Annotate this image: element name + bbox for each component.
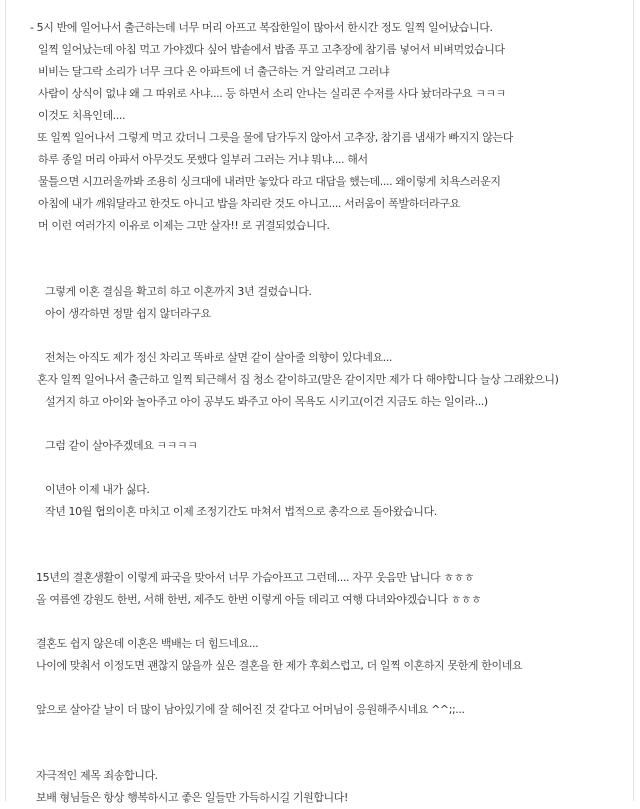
post-line: 하루 종일 머리 아파서 아무것도 못했다 일부러 그러는 거냐 뭐냐.... 해서 xyxy=(38,153,368,166)
blank-line xyxy=(38,325,623,347)
post-line: 아이 생각하면 정말 쉽지 않더라구요 xyxy=(45,307,211,320)
blank-line xyxy=(38,677,623,699)
post-line: 15년의 결혼생활이 이렇게 파국을 맞아서 너무 가슴아프고 그런데.... 자꾸 웃음만 납니다 ㅎㅎㅎ xyxy=(36,571,475,584)
post-line: 그럼 같이 살아주겠데요 ㅋㅋㅋㅋ xyxy=(45,439,198,452)
post-line: 설거지 하고 아이와 놀아주고 아이 공부도 봐주고 아이 목욕도 시키고(이건 지금도 하는 일이라...) xyxy=(45,395,488,408)
post-body xyxy=(30,17,623,809)
post-line: 결혼도 쉽지 않은데 이혼은 백배는 더 힘드네요... xyxy=(36,637,259,650)
post-line: 혼자 일찍 일어나서 출근하고 일찍 퇴근해서 집 청소 같이하고(말은 같이지만 제가 다 해야합니다 늘상 그래왔으니) xyxy=(37,373,559,386)
blank-line xyxy=(38,259,623,281)
blank-line xyxy=(38,743,623,765)
post-line: 자극적인 제목 죄송합니다. xyxy=(36,769,158,782)
post-line: 앞으로 살아갈 날이 더 많이 남아있기에 잘 헤어진 것 같다고 어머님이 응원해주시네요 ^^;;... xyxy=(36,703,465,716)
post-line: 이년아 이제 내가 싫다. xyxy=(45,483,150,496)
post-line: 물틀으면 시끄러울까봐 조용히 싱크대에 내려만 놓았다 라고 대답을 했는데.... 왜이렇게 치욕스러운지 xyxy=(38,175,501,188)
post-line: 아침에 내가 깨워달라고 한것도 아니고 밥을 차리란 것도 아니고.... 서러움이 폭발하더라구요 xyxy=(38,197,460,210)
blank-line xyxy=(38,545,623,567)
post-line: 일찍 일어났는데 아침 먹고 가야겠다 싶어 밥솥에서 밥좀 푸고 고추장에 참기름 넣어서 비벼먹었습니다 xyxy=(38,43,505,56)
blank-line xyxy=(38,413,623,435)
blank-line xyxy=(38,523,623,545)
post-line: 이것도 치욕인데.... xyxy=(38,109,126,122)
post-line: 또 일찍 일어나서 그렇게 먹고 갔더니 그릇을 물에 담가두지 않아서 고추장, 참기름 냄새가 빠지지 않는다 xyxy=(37,131,513,144)
post-line: 작년 10월 협의이혼 마치고 이제 조정기간도 마쳐서 법적으로 총각으로 돌아왔습니다. xyxy=(45,505,437,518)
post-line: 보배 형님들은 항상 행복하시고 좋은 일들만 가득하시길 기원합니다! xyxy=(36,791,349,804)
post-line: 그렇게 이혼 결심을 확고히 하고 이혼까지 3년 걸렸습니다. xyxy=(45,285,312,298)
post-line: 비비는 달그락 소리가 너무 크다 온 아파트에 너 출근하는 거 알리려고 그러냐 xyxy=(38,65,390,78)
blank-line xyxy=(38,457,623,479)
post-line: 나이에 맞춰서 이정도면 괜찮지 않을까 싶은 결혼을 한 제가 후회스럽고, 더 일찍 이혼하지 못한게 한이네요 xyxy=(36,659,523,672)
post-line: 전처는 아직도 제가 정신 차리고 똑바로 살면 같이 살아줄 의향이 있다네요... xyxy=(45,351,393,364)
blank-line xyxy=(38,237,623,259)
post-line: 사람이 상식이 없냐 왜 그 따위로 사냐.... 등 하면서 소리 안나는 실리콘 수저를 사다 놨더라구요 ㅋㅋㅋ xyxy=(38,87,506,100)
post-line: 머 이런 여러가지 이유로 이제는 그만 살자!! 로 귀결되었습니다. xyxy=(38,219,330,232)
post-line: 올 여름엔 강원도 한번, 서해 한번, 제주도 한번 이렇게 아들 데리고 여행 다녀와야겠습니다 ㅎㅎㅎ xyxy=(36,593,482,606)
blank-line xyxy=(38,721,623,743)
blank-line xyxy=(38,611,623,633)
post-line: - 5시 반에 일어나서 출근하는데 너무 머리 아프고 복잡한일이 많아서 한시간 정도 일찍 일어났습니다. xyxy=(30,21,493,34)
